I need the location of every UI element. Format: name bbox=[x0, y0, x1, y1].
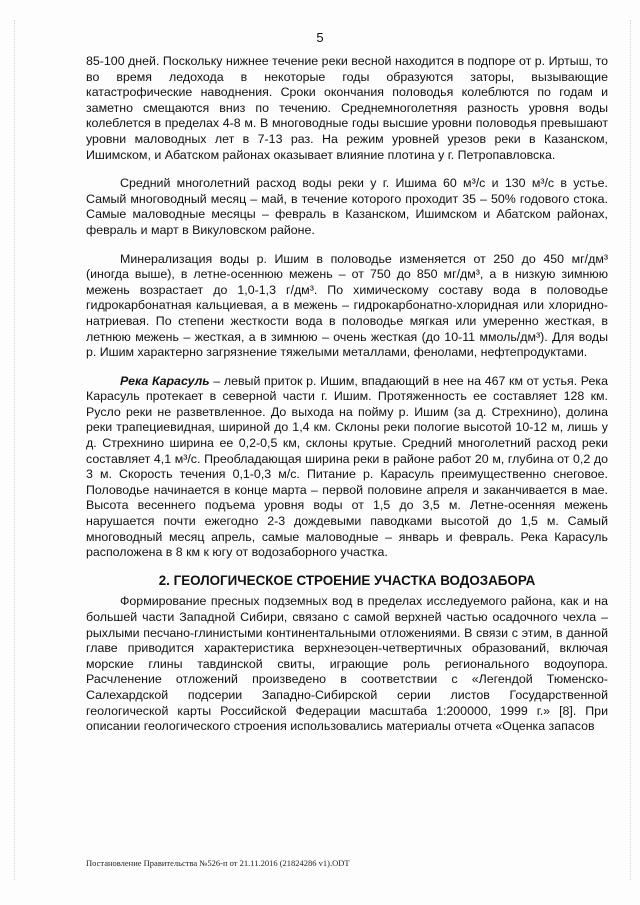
paragraph-karasul-river bbox=[86, 374, 608, 561]
paragraph-ishim-flood: 85-100 дней. Поскольку нижнее течение реки весной находится в подпоре от р. Иртыш, то во время ледохода в некоторые годы образуются заторы, вызывающие катастрофические наводнения. Сроки окончания половодья колеблются по годам и заметно смещаются вниз по течению. Среднемноголетняя разность уровня воды колеблется в пределах 4-8 м. В многоводные годы высшие уровни половодья превышают уровни маловодных лет в 7-13 раз. На режим уровней урезов реки в Казанском, Ишимском, и Абатском районах оказывает влияние плотина у г. Петропавловска. bbox=[86, 54, 608, 162]
section-heading-geology: 2. ГЕОЛОГИЧЕСКОЕ СТРОЕНИЕ УЧАСТКА ВОДОЗАБОРА bbox=[158, 572, 536, 588]
paragraph-ishim-discharge: Средний многолетний расход воды реки у г. Ишима 60 м³/с и 130 м³/с в устье. Самый многоводный месяц – май, в течение которого проходит 35 – 50% годового стока. Самые маловодные месяцы – февраль в Казанском, Ишимском и Абатском районах, февраль и март в Викуловском районе. bbox=[86, 176, 608, 237]
scan-edge-right bbox=[630, 20, 632, 880]
karasul-river-text: – левый приток р. Ишим, впадающий в нее на 467 км от устья. Река Карасуль протекает в северной части г. Ишим. Протяженность ее составляет 128 км. Русло реки не разветвленное. До выхода на пойму р. Ишим (за д. Стрехнино), долина реки трапециевидная, шириной до 1,4 км. Склоны реки пологие высотой 10-12 м, лишь у д. Стрехнино ширина ее 0,2-0,5 км, склоны крутые. Средний многолетний расход реки составляет 4,1 м³/с. Преобладающая ширина реки в районе работ 20 м, глубина от 0,2 до 3 м. Скорость течения 0,1-0,3 м/с. Питание р. Карасуль преимущественно снеговое. Половодье начинается в конце марта – первой половине апреля и заканчивается в мае. Высота весеннего подъема уровня воды от 1,5 до 3,5 м. Летне-осенняя межень нарушается почти ежегодно 2-3 дождевыми паводками высотой до 1,5 м. Самый многоводный месяц апрель, самые маловодные – январь и февраль. Река Карасуль расположена в 8 км к югу от водозаборного участка. bbox=[86, 373, 608, 560]
document-body bbox=[86, 54, 608, 735]
karasul-river-name: Река Карасуль bbox=[120, 373, 210, 388]
paragraph-ishim-mineralization: Минерализация воды р. Ишим в половодье изменяется от 250 до 450 мг/дм³ (иногда выше), в летне-осеннюю межень – от 750 до 850 мг/дм³, а в низкую зимнюю межень возрастает до 1,0-1,3 г/дм³. По химическому составу вода в половодье гидрокарбонатная кальциевая, а в межень – гидрокарбонатно-хлоридная или хлоридно-натриевая. По степени жесткости вода в половодье мягкая или умеренно жесткая, в летнюю межень – жесткая, а в зимнюю – очень жесткая (до 10-11 ммоль/дм³). Для воды р. Ишим характерно загрязнение тяжелыми металлами, фенолами, нефтепродуктами. bbox=[86, 251, 608, 360]
footer-document-id: Постановление Правительства №526-п от 21.11.2016 (21824286 v1).ODT bbox=[86, 858, 350, 868]
paragraph-geology-intro: Формирование пресных подземных вод в пределах исследуемого района, как и на большей части Западной Сибири, связано с самой верхней частью осадочного чехла – рыхлыми песчано-глинистыми континентальными отложениями. В связи с этим, в данной главе приводится характеристика верхнеэоцен-четвертичных образований, включая морские глины тавдинской свиты, играющие роль регионального водоупора. Расчленение отложений произведено в соответствии с «Легендой Тюменско-Салехардской подсерии Западно-Сибирской серии листов Государственной геологической карты Российской Федерации масштаба 1:200000, 1999 г.» [8]. При описании геологического строения использовались материалы отчета «Оценка запасов bbox=[86, 594, 608, 734]
page-number: 5 bbox=[316, 30, 324, 45]
scan-edge-left bbox=[14, 20, 16, 880]
